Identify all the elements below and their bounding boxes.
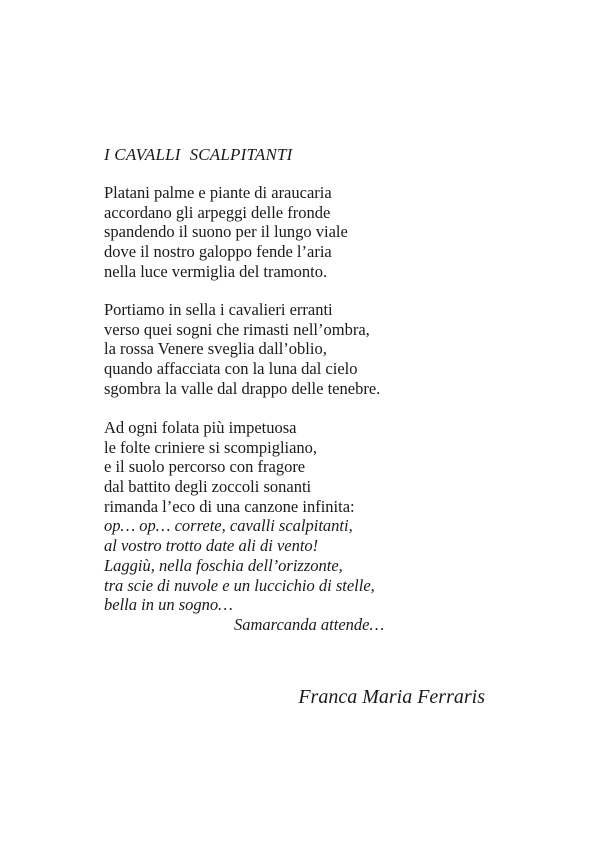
author-signature: Franca Maria Ferraris: [298, 686, 485, 708]
poem-line: bella in un sogno…: [104, 595, 233, 615]
stanza: [104, 183, 348, 281]
poem-line: spandendo il suono per il lungo viale: [104, 222, 348, 242]
poem-line: sgombra la valle dal drappo delle tenebre.: [104, 378, 381, 398]
poem-line: Platani palme e piante di araucaria: [104, 183, 332, 202]
poem-line: dal battito degli zoccoli sonanti: [104, 477, 312, 497]
poem-line: le folte criniere si scompigliano,: [104, 437, 318, 457]
poem-line: e il suolo percorso con fragore: [104, 457, 306, 477]
poem-line: al vostro trotto date ali di vento!: [104, 536, 319, 556]
poem-title: I CAVALLI SCALPITANTI: [104, 145, 293, 164]
poem-line: tra scie di nuvole e un luccichio di stelle,: [104, 575, 375, 595]
poem-line: la rossa Venere sveglia dall’oblio,: [104, 339, 327, 359]
poem-line: Samarcanda attende…: [234, 614, 385, 634]
stanza: [104, 300, 380, 398]
poem-line: dove il nostro galoppo fende l’aria: [104, 242, 332, 262]
poem-line: accordano gli arpeggi delle fronde: [104, 202, 331, 222]
poem-line: quando affacciata con la luna dal cielo: [104, 359, 358, 379]
poem-line: op… op… correte, cavalli scalpitanti,: [104, 516, 353, 536]
poem-line: Ad ogni folata più impetuosa: [104, 418, 297, 437]
poem-line: Laggiù, nella foschia dell’orizzonte,: [104, 555, 343, 575]
poem-line: Portiamo in sella i cavalieri erranti: [104, 300, 333, 319]
poem-line: nella luce vermiglia del tramonto.: [104, 261, 328, 281]
stanza: [104, 418, 384, 635]
poem-line: rimanda l’eco di una canzone infinita:: [104, 496, 355, 516]
poem-line: verso quei sogni che rimasti nell’ombra,: [104, 319, 370, 339]
